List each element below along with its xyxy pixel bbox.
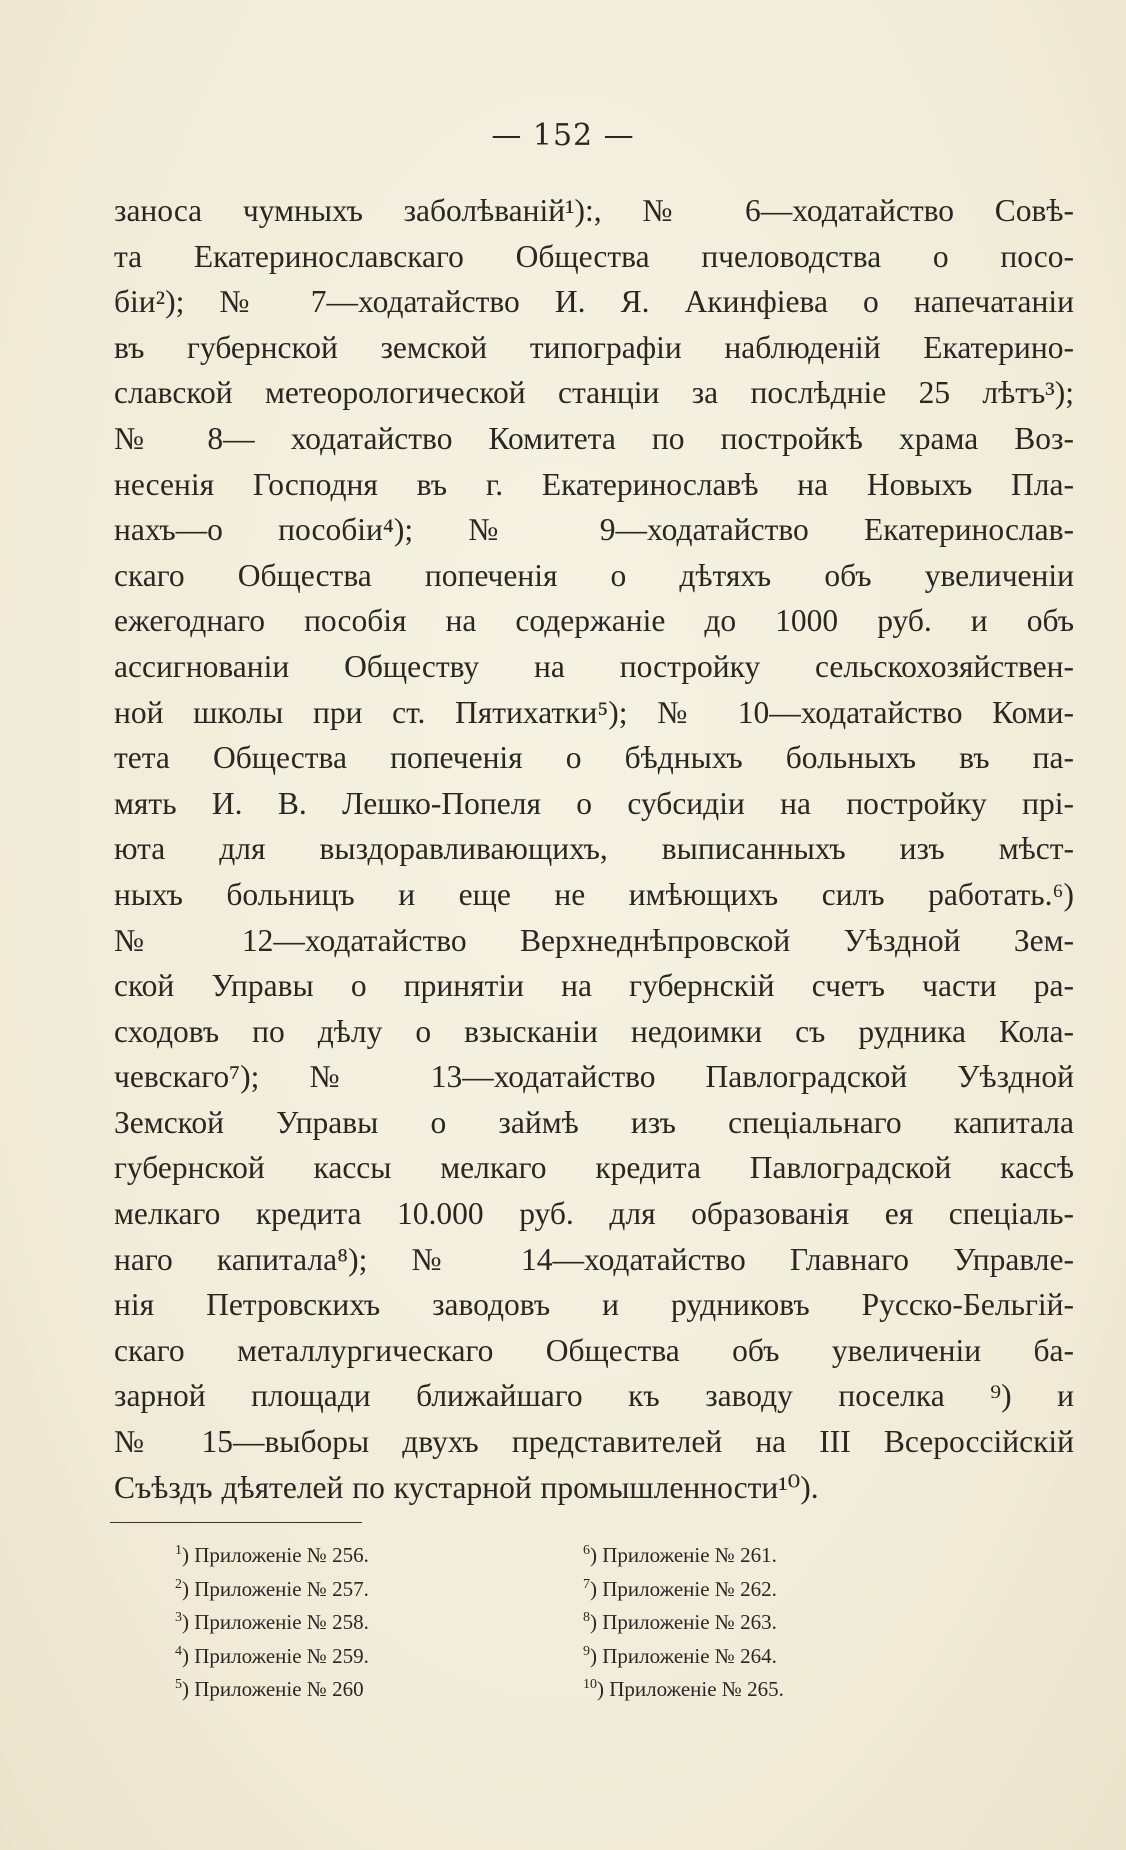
text-line: ассигнованіи Обществу на постройку сельскохозяйствен-	[114, 648, 1074, 684]
text-line: заноса чумныхъ заболѣваній¹):, № 6—ходатайство Совѣ-	[114, 193, 1074, 228]
footnote	[175, 1568, 505, 1602]
footnote-mark: 3	[175, 1610, 182, 1625]
footnote-text: ) Приложеніе № 257.	[182, 1576, 369, 1601]
footnote	[175, 1534, 505, 1568]
footnote-text: ) Приложеніе № 261.	[590, 1543, 777, 1567]
footnote	[175, 1635, 505, 1669]
footnote-text: ) Приложеніе № 264.	[590, 1643, 777, 1668]
text-line: № 15—выборы двухъ представителей на III Всероссійскій	[114, 1424, 1074, 1460]
text-line: зарной площади ближайшаго къ заводу поселка ⁹) и	[114, 1378, 1074, 1414]
footnote-mark: 7	[583, 1576, 590, 1592]
footnote-divider	[110, 1522, 362, 1523]
text-line: мять И. В. Лешко-Попеля о субсидіи на постройку прі-	[114, 785, 1074, 821]
text-line: Съѣздъ дѣятелей по кустарной промышленности¹⁰).	[114, 1469, 819, 1505]
footnote-mark: 8	[583, 1610, 590, 1625]
page-number: — 152 —	[491, 118, 635, 153]
footnote-mark: 2	[175, 1576, 182, 1592]
text-line: нія Петровскихъ заводовъ и рудниковъ Русско-Бельгій-	[114, 1287, 1074, 1323]
footnote-text: ) Приложеніе № 256.	[182, 1543, 369, 1567]
text-line: № 12—ходатайство Верхнеднѣпровской Уѣздной Зем-	[114, 922, 1074, 958]
text-line: мелкаго кредита 10.000 руб. для образованія ея спеціаль-	[114, 1196, 1074, 1232]
footnote-mark: 5	[175, 1677, 182, 1692]
text-line: сходовъ по дѣлу о взысканіи недоимки съ рудника Кола-	[114, 1013, 1074, 1049]
footnote-mark: 10	[583, 1677, 597, 1692]
text-line: тета Общества попеченія о бѣдныхъ больныхъ въ па-	[114, 740, 1074, 776]
footnote-text: ) Приложеніе № 260	[182, 1677, 364, 1701]
footnote-mark: 6	[583, 1543, 590, 1558]
text-line: губернской кассы мелкаго кредита Павлоградской кассѣ	[114, 1150, 1074, 1186]
text-line: ской Управы о принятіи на губернскій счетъ части ра-	[114, 968, 1074, 1004]
footnote-text: ) Приложеніе № 259.	[182, 1643, 369, 1668]
footnote	[583, 1601, 913, 1635]
footnote-mark: 1	[175, 1543, 182, 1558]
text-line: наго капитала⁸); № 14—ходатайство Главнаго Управле-	[114, 1241, 1074, 1277]
text-line: скаго Общества попеченія о дѣтяхъ объ увеличеніи	[114, 557, 1074, 593]
footnote	[583, 1534, 913, 1568]
text-line: скаго металлургическаго Общества объ увеличеніи ба-	[114, 1332, 1074, 1368]
footnote-text: ) Приложеніе № 262.	[590, 1576, 777, 1601]
footnote	[583, 1668, 913, 1702]
text-line: юта для выздоравливающихъ, выписанныхъ изъ мѣст-	[114, 831, 1074, 867]
footnote-mark: 9	[583, 1643, 590, 1659]
text-line: въ губернской земской типографіи наблюденій Екатерино-	[114, 329, 1074, 365]
text-line: чевскаго⁷); № 13—ходатайство Павлоградской Уѣздной	[114, 1059, 1074, 1095]
footnotes-left-column	[175, 1534, 505, 1702]
text-line: ной школы при ст. Пятихатки⁵); № 10—ходатайство Коми-	[114, 694, 1074, 730]
footnote-text: ) Приложеніе № 258.	[182, 1610, 369, 1634]
footnotes-right-column	[583, 1534, 913, 1702]
text-line: біи²); № 7—ходатайство И. Я. Акинфіева о напечатаніи	[114, 284, 1074, 320]
body-text	[114, 188, 1074, 1510]
text-line: нахъ—о пособіи⁴); № 9—ходатайство Екатеринослав-	[114, 512, 1074, 548]
text-line: ныхъ больницъ и еще не имѣющихъ силъ работать.⁶)	[114, 876, 1074, 912]
text-line: № 8— ходатайство Комитета по постройкѣ храма Воз-	[114, 420, 1074, 456]
footnote-text: ) Приложеніе № 265.	[597, 1677, 784, 1701]
footnote	[175, 1668, 505, 1702]
text-line: ежегоднаго пособія на содержаніе до 1000 руб. и объ	[114, 603, 1074, 639]
text-line: славской метеорологической станціи за послѣдніе 25 лѣтъ³);	[114, 375, 1074, 411]
footnote	[583, 1568, 913, 1602]
footnote-text: ) Приложеніе № 263.	[590, 1610, 777, 1634]
footnote	[583, 1635, 913, 1669]
text-line: Земской Управы о займѣ изъ спеціальнаго капитала	[114, 1104, 1074, 1140]
text-line: та Екатеринославскаго Общества пчеловодства о посо-	[114, 238, 1074, 274]
text-line: несенія Господня въ г. Екатеринославѣ на Новыхъ Пла-	[114, 466, 1074, 502]
footnote	[175, 1601, 505, 1635]
footnote-mark: 4	[175, 1643, 182, 1659]
